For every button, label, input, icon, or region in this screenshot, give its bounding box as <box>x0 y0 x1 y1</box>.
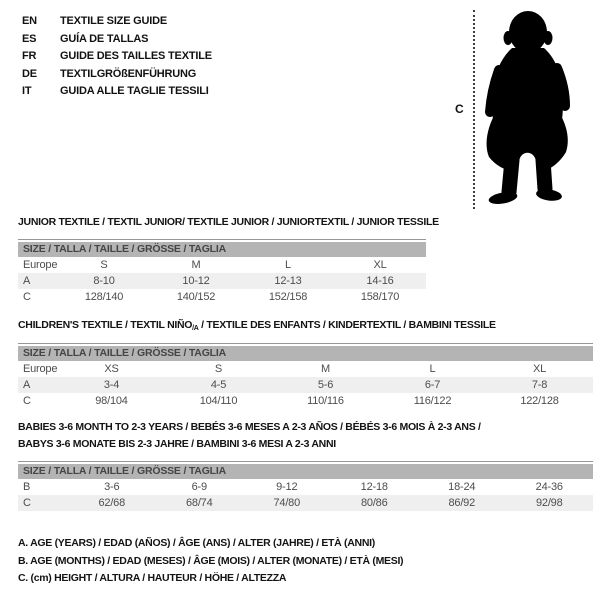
lang-row-fr <box>22 48 212 66</box>
height-cell: 86/92 <box>448 497 476 509</box>
babies-title-line1: BABIES 3-6 MONTH TO 2-3 YEARS / BEBÉS 3-6 MESES A 2-3 AÑOS / BÉBÉS 3-6 MOIS À 2-3 ANS / <box>18 421 481 433</box>
row-label: C <box>23 291 31 303</box>
height-cell: 128/140 <box>84 291 124 303</box>
size-cell: L <box>285 259 291 271</box>
lang-row-en <box>22 13 212 31</box>
table-row-height <box>18 289 426 305</box>
lang-label: GUIDE DES TAILLES TEXTILE <box>60 50 212 63</box>
row-label: Europe <box>23 259 58 271</box>
children-title-subscript: /A <box>192 325 199 332</box>
size-cell: XS <box>104 363 119 375</box>
lang-code: IT <box>22 85 32 98</box>
height-cell: 110/116 <box>307 395 344 407</box>
table-row-europe <box>18 257 426 273</box>
age-cell: 24-36 <box>535 481 563 493</box>
table-row-height <box>18 393 593 409</box>
babies-section-title <box>18 421 481 455</box>
footnote-age-months: B. AGE (MONTHS) / EDAD (MESES) / ÂGE (MOIS) / ALTER (MONATE) / ETÀ (MESI) <box>18 554 404 567</box>
lang-row-de <box>22 66 212 84</box>
footnote-age-years: A. AGE (YEARS) / EDAD (AÑOS) / ÂGE (ANS) / ALTER (JAHRE) / ETÀ (ANNI) <box>18 537 375 549</box>
table-row-age <box>18 377 593 393</box>
size-header-bar: SIZE / TALLA / TAILLE / GRÖSSE / TAGLIA <box>18 346 593 361</box>
junior-section-title: JUNIOR TEXTILE / TEXTIL JUNIOR/ TEXTILE JUNIOR / JUNIORTEXTIL / JUNIOR TESSILE <box>18 216 439 228</box>
size-header-bar: SIZE / TALLA / TAILLE / GRÖSSE / TAGLIA <box>18 242 426 257</box>
babies-size-table <box>18 461 593 511</box>
height-cell: 68/74 <box>185 497 213 509</box>
age-cell: 7-8 <box>531 379 548 391</box>
size-cell: M <box>321 363 330 375</box>
height-measure-dotted-line <box>473 10 475 209</box>
row-label: A <box>23 275 31 287</box>
height-cell: 80/86 <box>360 497 388 509</box>
lang-code: EN <box>22 15 37 27</box>
legend-footnotes <box>18 535 403 588</box>
age-cell: 14-16 <box>366 275 394 287</box>
height-cell: 92/98 <box>535 497 563 509</box>
junior-size-table <box>18 239 426 305</box>
lang-label: TEXTILGRÖßENFÜHRUNG <box>60 67 197 80</box>
age-cell: 18-24 <box>448 481 476 493</box>
children-title-part1: CHILDREN'S TEXTILE / TEXTIL NIÑO <box>18 319 193 331</box>
row-label: B <box>23 481 31 493</box>
age-cell: 6-7 <box>424 379 441 391</box>
age-cell: 4-5 <box>210 379 227 391</box>
row-label: C <box>23 497 31 509</box>
babies-title-line2: BABYS 3-6 MONATE BIS 2-3 JAHRE / BAMBINI 3-6 MESI A 2-3 ANNI <box>18 438 336 450</box>
language-title-block <box>22 13 212 101</box>
height-cell: 140/152 <box>176 291 216 303</box>
height-cell: 158/170 <box>360 291 400 303</box>
row-label: Europe <box>23 363 58 375</box>
age-cell: 12-18 <box>360 481 388 493</box>
lang-row-it <box>22 83 212 101</box>
height-cell: 62/68 <box>98 497 126 509</box>
height-cell: 74/80 <box>273 497 301 509</box>
age-cell: 8-10 <box>93 275 115 287</box>
children-title-part2: / TEXTILE DES ENFANTS / KINDERTEXTIL / BAMBINI TESSILE <box>198 319 496 331</box>
row-label: A <box>23 379 31 391</box>
height-cell: 116/122 <box>413 395 452 407</box>
size-cell: L <box>429 363 436 375</box>
height-cell: 152/158 <box>268 291 308 303</box>
size-cell: XL <box>373 259 387 271</box>
size-cell: S <box>214 363 223 375</box>
age-cell: 3-4 <box>103 379 120 391</box>
lang-row-es <box>22 31 212 49</box>
lang-code: FR <box>22 50 37 63</box>
table-row-europe <box>18 361 593 377</box>
figure-height-label: C <box>455 102 464 116</box>
age-cell: 9-12 <box>276 481 298 493</box>
lang-label: GUÍA DE TALLAS <box>60 32 149 45</box>
size-cell: M <box>191 259 201 271</box>
age-cell: 3-6 <box>104 481 120 493</box>
children-section-title <box>18 319 496 335</box>
lang-label: TEXTILE SIZE GUIDE <box>60 15 168 27</box>
table-row-age-months <box>18 479 593 495</box>
height-cell: 122/128 <box>520 395 559 407</box>
age-cell: 5-6 <box>317 379 334 391</box>
children-size-table <box>18 343 593 409</box>
age-cell: 6-9 <box>191 481 207 493</box>
age-cell: 10-12 <box>182 275 210 287</box>
lang-code: DE <box>22 67 37 80</box>
row-label: C <box>23 395 31 407</box>
size-cell: S <box>100 259 108 271</box>
size-header-bar: SIZE / TALLA / TAILLE / GRÖSSE / TAGLIA <box>18 464 593 479</box>
lang-code: ES <box>22 32 37 45</box>
table-row-age <box>18 273 426 289</box>
baby-silhouette-image <box>482 10 574 208</box>
lang-label: GUIDA ALLE TAGLIE TESSILI <box>60 85 209 98</box>
height-cell: 104/110 <box>199 395 238 407</box>
table-row-height <box>18 495 593 511</box>
size-cell: XL <box>532 363 547 375</box>
footnote-height: C. (cm) HEIGHT / ALTURA / HAUTEUR / HÖHE / ALTEZZA <box>18 572 287 584</box>
age-cell: 12-13 <box>274 275 302 287</box>
height-cell: 98/104 <box>95 395 128 407</box>
